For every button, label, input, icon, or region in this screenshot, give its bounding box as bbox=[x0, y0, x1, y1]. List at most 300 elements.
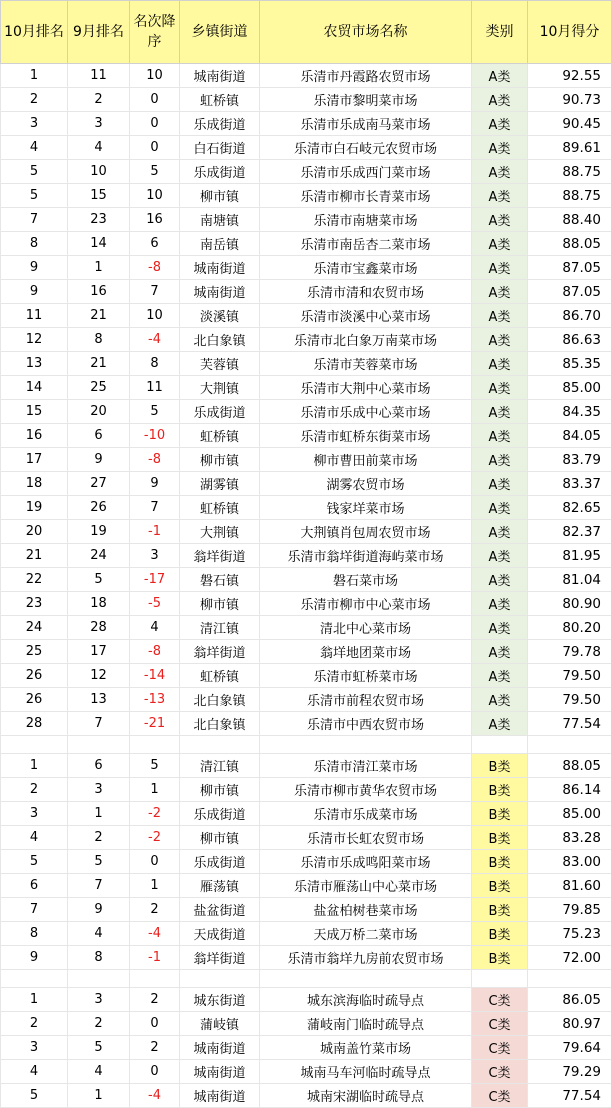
spacer-cell bbox=[260, 736, 472, 754]
sep-rank-cell: 21 bbox=[68, 352, 130, 376]
table-row bbox=[1, 472, 611, 496]
score-cell: 86.14 bbox=[528, 778, 611, 802]
score-cell: 81.04 bbox=[528, 568, 611, 592]
score-cell: 79.50 bbox=[528, 664, 611, 688]
town-cell: 大荆镇 bbox=[180, 520, 260, 544]
sep-rank-cell: 4 bbox=[68, 136, 130, 160]
town-cell: 城南街道 bbox=[180, 1084, 260, 1108]
town-cell: 翁垟街道 bbox=[180, 946, 260, 970]
rank-change-cell: 10 bbox=[130, 184, 180, 208]
town-cell: 柳市镇 bbox=[180, 184, 260, 208]
market-name-cell: 乐清市乐成鸣阳菜市场 bbox=[260, 850, 472, 874]
score-cell: 72.00 bbox=[528, 946, 611, 970]
sep-rank-cell: 9 bbox=[68, 898, 130, 922]
market-name-cell: 乐清市黎明菜市场 bbox=[260, 88, 472, 112]
category-cell: A类 bbox=[472, 280, 528, 304]
score-cell: 85.00 bbox=[528, 376, 611, 400]
category-cell: C类 bbox=[472, 1084, 528, 1108]
score-cell: 81.60 bbox=[528, 874, 611, 898]
market-name-cell: 柳市曹田前菜市场 bbox=[260, 448, 472, 472]
score-cell: 87.05 bbox=[528, 256, 611, 280]
oct-rank-cell: 1 bbox=[1, 988, 68, 1012]
town-cell: 翁垟街道 bbox=[180, 640, 260, 664]
table-row bbox=[1, 136, 611, 160]
sep-rank-cell: 2 bbox=[68, 826, 130, 850]
town-cell: 北白象镇 bbox=[180, 688, 260, 712]
oct-rank-cell: 4 bbox=[1, 826, 68, 850]
score-cell: 89.61 bbox=[528, 136, 611, 160]
oct-rank-cell: 14 bbox=[1, 376, 68, 400]
oct-rank-cell: 12 bbox=[1, 328, 68, 352]
category-cell: B类 bbox=[472, 826, 528, 850]
rank-change-cell: -17 bbox=[130, 568, 180, 592]
town-cell: 盐盆街道 bbox=[180, 898, 260, 922]
category-cell: A类 bbox=[472, 688, 528, 712]
town-cell: 虹桥镇 bbox=[180, 664, 260, 688]
oct-rank-cell: 18 bbox=[1, 472, 68, 496]
table-row bbox=[1, 184, 611, 208]
score-cell: 79.64 bbox=[528, 1036, 611, 1060]
category-cell: A类 bbox=[472, 568, 528, 592]
table-row bbox=[1, 640, 611, 664]
rank-change-cell: -4 bbox=[130, 922, 180, 946]
market-name-cell: 乐清市乐成中心菜市场 bbox=[260, 400, 472, 424]
sep-rank-cell: 2 bbox=[68, 1012, 130, 1036]
sep-rank-cell: 25 bbox=[68, 376, 130, 400]
oct-rank-cell: 3 bbox=[1, 802, 68, 826]
header-row bbox=[1, 1, 611, 64]
score-cell: 79.29 bbox=[528, 1060, 611, 1084]
oct-rank-cell: 4 bbox=[1, 136, 68, 160]
sep-rank-cell: 8 bbox=[68, 328, 130, 352]
sep-rank-cell: 20 bbox=[68, 400, 130, 424]
rank-change-cell: -8 bbox=[130, 256, 180, 280]
spacer-cell bbox=[1, 970, 68, 988]
oct-rank-cell: 24 bbox=[1, 616, 68, 640]
oct-rank-cell: 16 bbox=[1, 424, 68, 448]
sep-rank-cell: 28 bbox=[68, 616, 130, 640]
market-name-cell: 乐清市宝鑫菜市场 bbox=[260, 256, 472, 280]
score-cell: 81.95 bbox=[528, 544, 611, 568]
rank-change-cell: 1 bbox=[130, 778, 180, 802]
header-market-name: 农贸市场名称 bbox=[260, 1, 472, 64]
category-cell: A类 bbox=[472, 184, 528, 208]
rank-change-cell: -1 bbox=[130, 946, 180, 970]
market-name-cell: 乐清市虹桥东街菜市场 bbox=[260, 424, 472, 448]
oct-rank-cell: 3 bbox=[1, 112, 68, 136]
market-name-cell: 乐清市柳市中心菜市场 bbox=[260, 592, 472, 616]
sep-rank-cell: 19 bbox=[68, 520, 130, 544]
market-name-cell: 天成万桥二菜市场 bbox=[260, 922, 472, 946]
oct-rank-cell: 28 bbox=[1, 712, 68, 736]
rank-change-cell: -2 bbox=[130, 802, 180, 826]
category-cell: B类 bbox=[472, 754, 528, 778]
category-cell: B类 bbox=[472, 874, 528, 898]
market-name-cell: 乐清市乐成菜市场 bbox=[260, 802, 472, 826]
sep-rank-cell: 17 bbox=[68, 640, 130, 664]
market-name-cell: 乐清市长虹农贸市场 bbox=[260, 826, 472, 850]
score-cell: 85.00 bbox=[528, 802, 611, 826]
oct-rank-cell: 1 bbox=[1, 64, 68, 88]
market-name-cell: 蒲岐南门临时疏导点 bbox=[260, 1012, 472, 1036]
sep-rank-cell: 9 bbox=[68, 448, 130, 472]
table-row bbox=[1, 802, 611, 826]
category-cell: A类 bbox=[472, 328, 528, 352]
rank-change-cell: 0 bbox=[130, 136, 180, 160]
score-cell: 77.54 bbox=[528, 712, 611, 736]
oct-rank-cell: 9 bbox=[1, 280, 68, 304]
rank-change-cell: 2 bbox=[130, 988, 180, 1012]
score-cell: 88.75 bbox=[528, 184, 611, 208]
table-row bbox=[1, 1036, 611, 1060]
town-cell: 南塘镇 bbox=[180, 208, 260, 232]
score-cell: 85.35 bbox=[528, 352, 611, 376]
rank-change-cell: 0 bbox=[130, 88, 180, 112]
rank-change-cell: -4 bbox=[130, 1084, 180, 1108]
category-cell: A类 bbox=[472, 208, 528, 232]
score-cell: 80.90 bbox=[528, 592, 611, 616]
category-cell: A类 bbox=[472, 472, 528, 496]
score-cell: 82.65 bbox=[528, 496, 611, 520]
table-row bbox=[1, 376, 611, 400]
town-cell: 城南街道 bbox=[180, 256, 260, 280]
rank-change-cell: 9 bbox=[130, 472, 180, 496]
score-cell: 79.85 bbox=[528, 898, 611, 922]
oct-rank-cell: 5 bbox=[1, 850, 68, 874]
table-row bbox=[1, 616, 611, 640]
market-name-cell: 城南宋湖临时疏导点 bbox=[260, 1084, 472, 1108]
header-category: 类别 bbox=[472, 1, 528, 64]
market-name-cell: 乐清市南塘菜市场 bbox=[260, 208, 472, 232]
town-cell: 柳市镇 bbox=[180, 592, 260, 616]
table-row bbox=[1, 592, 611, 616]
category-cell: A类 bbox=[472, 256, 528, 280]
sep-rank-cell: 1 bbox=[68, 256, 130, 280]
score-cell: 86.05 bbox=[528, 988, 611, 1012]
oct-rank-cell: 2 bbox=[1, 88, 68, 112]
market-name-cell: 乐清市雁荡山中心菜市场 bbox=[260, 874, 472, 898]
category-cell: A类 bbox=[472, 160, 528, 184]
oct-rank-cell: 26 bbox=[1, 688, 68, 712]
rank-change-cell: -8 bbox=[130, 640, 180, 664]
rank-change-cell: -14 bbox=[130, 664, 180, 688]
group-spacer bbox=[1, 970, 611, 988]
score-cell: 82.37 bbox=[528, 520, 611, 544]
category-cell: A类 bbox=[472, 520, 528, 544]
sep-rank-cell: 2 bbox=[68, 88, 130, 112]
rank-change-cell: 7 bbox=[130, 496, 180, 520]
rank-change-cell: 5 bbox=[130, 754, 180, 778]
rank-change-cell: -4 bbox=[130, 328, 180, 352]
category-cell: B类 bbox=[472, 898, 528, 922]
town-cell: 蒲岐镇 bbox=[180, 1012, 260, 1036]
sep-rank-cell: 24 bbox=[68, 544, 130, 568]
category-cell: A类 bbox=[472, 136, 528, 160]
rank-change-cell: 7 bbox=[130, 280, 180, 304]
market-name-cell: 大荆镇肖包周农贸市场 bbox=[260, 520, 472, 544]
category-cell: C类 bbox=[472, 1036, 528, 1060]
oct-rank-cell: 21 bbox=[1, 544, 68, 568]
header-town: 乡镇街道 bbox=[180, 1, 260, 64]
sep-rank-cell: 27 bbox=[68, 472, 130, 496]
market-name-cell: 乐清市乐成西门菜市场 bbox=[260, 160, 472, 184]
town-cell: 城东街道 bbox=[180, 988, 260, 1012]
town-cell: 乐成街道 bbox=[180, 160, 260, 184]
spacer-cell bbox=[528, 970, 611, 988]
table-row bbox=[1, 664, 611, 688]
sep-rank-cell: 14 bbox=[68, 232, 130, 256]
rank-change-cell: 2 bbox=[130, 898, 180, 922]
town-cell: 柳市镇 bbox=[180, 448, 260, 472]
score-cell: 84.35 bbox=[528, 400, 611, 424]
sep-rank-cell: 7 bbox=[68, 712, 130, 736]
town-cell: 翁垟街道 bbox=[180, 544, 260, 568]
town-cell: 虹桥镇 bbox=[180, 424, 260, 448]
town-cell: 芙蓉镇 bbox=[180, 352, 260, 376]
rank-change-cell: 6 bbox=[130, 232, 180, 256]
oct-rank-cell: 5 bbox=[1, 1084, 68, 1108]
score-cell: 83.79 bbox=[528, 448, 611, 472]
market-name-cell: 乐清市清和农贸市场 bbox=[260, 280, 472, 304]
header-oct-rank: 10月排名 bbox=[1, 1, 68, 64]
rank-change-cell: 16 bbox=[130, 208, 180, 232]
header-oct-score: 10月得分 bbox=[528, 1, 611, 64]
oct-rank-cell: 9 bbox=[1, 946, 68, 970]
rank-change-cell: 11 bbox=[130, 376, 180, 400]
sep-rank-cell: 18 bbox=[68, 592, 130, 616]
town-cell: 城南街道 bbox=[180, 64, 260, 88]
oct-rank-cell: 5 bbox=[1, 160, 68, 184]
category-cell: B类 bbox=[472, 850, 528, 874]
sep-rank-cell: 10 bbox=[68, 160, 130, 184]
rank-change-cell: 5 bbox=[130, 160, 180, 184]
oct-rank-cell: 17 bbox=[1, 448, 68, 472]
sep-rank-cell: 1 bbox=[68, 1084, 130, 1108]
sep-rank-cell: 3 bbox=[68, 778, 130, 802]
market-name-cell: 城南盖竹菜市场 bbox=[260, 1036, 472, 1060]
category-cell: B类 bbox=[472, 802, 528, 826]
table-row bbox=[1, 64, 611, 88]
sep-rank-cell: 7 bbox=[68, 874, 130, 898]
score-cell: 83.00 bbox=[528, 850, 611, 874]
category-cell: A类 bbox=[472, 616, 528, 640]
market-name-cell: 乐清市翁垟九房前农贸市场 bbox=[260, 946, 472, 970]
market-name-cell: 乐清市中西农贸市场 bbox=[260, 712, 472, 736]
oct-rank-cell: 4 bbox=[1, 1060, 68, 1084]
oct-rank-cell: 1 bbox=[1, 754, 68, 778]
market-name-cell: 乐清市北白象万南菜市场 bbox=[260, 328, 472, 352]
score-cell: 90.73 bbox=[528, 88, 611, 112]
market-name-cell: 乐清市乐成南马菜市场 bbox=[260, 112, 472, 136]
oct-rank-cell: 20 bbox=[1, 520, 68, 544]
town-cell: 虹桥镇 bbox=[180, 496, 260, 520]
town-cell: 天成街道 bbox=[180, 922, 260, 946]
market-name-cell: 翁垟地团菜市场 bbox=[260, 640, 472, 664]
oct-rank-cell: 8 bbox=[1, 232, 68, 256]
category-cell: C类 bbox=[472, 988, 528, 1012]
score-cell: 83.37 bbox=[528, 472, 611, 496]
rank-change-cell: 0 bbox=[130, 1012, 180, 1036]
rank-change-cell: 8 bbox=[130, 352, 180, 376]
score-cell: 86.63 bbox=[528, 328, 611, 352]
score-cell: 88.40 bbox=[528, 208, 611, 232]
oct-rank-cell: 15 bbox=[1, 400, 68, 424]
group-spacer bbox=[1, 736, 611, 754]
category-cell: A类 bbox=[472, 64, 528, 88]
rank-change-cell: 10 bbox=[130, 304, 180, 328]
town-cell: 磐石镇 bbox=[180, 568, 260, 592]
market-name-cell: 乐清市丹霞路农贸市场 bbox=[260, 64, 472, 88]
sep-rank-cell: 1 bbox=[68, 802, 130, 826]
table-row bbox=[1, 568, 611, 592]
score-cell: 88.05 bbox=[528, 754, 611, 778]
market-name-cell: 城东滨海临时疏导点 bbox=[260, 988, 472, 1012]
table-row bbox=[1, 754, 611, 778]
town-cell: 雁荡镇 bbox=[180, 874, 260, 898]
table-row bbox=[1, 544, 611, 568]
spacer-cell bbox=[180, 736, 260, 754]
table-row bbox=[1, 232, 611, 256]
town-cell: 大荆镇 bbox=[180, 376, 260, 400]
town-cell: 南岳镇 bbox=[180, 232, 260, 256]
town-cell: 柳市镇 bbox=[180, 826, 260, 850]
oct-rank-cell: 7 bbox=[1, 208, 68, 232]
town-cell: 乐成街道 bbox=[180, 400, 260, 424]
oct-rank-cell: 7 bbox=[1, 898, 68, 922]
market-name-cell: 乐清市大荆中心菜市场 bbox=[260, 376, 472, 400]
sep-rank-cell: 3 bbox=[68, 112, 130, 136]
town-cell: 城南街道 bbox=[180, 280, 260, 304]
score-cell: 86.70 bbox=[528, 304, 611, 328]
category-cell: A类 bbox=[472, 112, 528, 136]
market-name-cell: 磐石菜市场 bbox=[260, 568, 472, 592]
table-row bbox=[1, 1060, 611, 1084]
category-cell: A类 bbox=[472, 664, 528, 688]
category-cell: C类 bbox=[472, 1012, 528, 1036]
table-row bbox=[1, 400, 611, 424]
score-cell: 79.50 bbox=[528, 688, 611, 712]
sep-rank-cell: 12 bbox=[68, 664, 130, 688]
score-cell: 77.54 bbox=[528, 1084, 611, 1108]
table-row bbox=[1, 1084, 611, 1108]
table-row bbox=[1, 778, 611, 802]
category-cell: A类 bbox=[472, 496, 528, 520]
oct-rank-cell: 8 bbox=[1, 922, 68, 946]
town-cell: 湖雾镇 bbox=[180, 472, 260, 496]
market-name-cell: 乐清市芙蓉菜市场 bbox=[260, 352, 472, 376]
header-rank-change: 名次降序 bbox=[130, 1, 180, 64]
table-row bbox=[1, 160, 611, 184]
spacer-cell bbox=[472, 736, 528, 754]
spacer-cell bbox=[1, 736, 68, 754]
market-name-cell: 城南马车河临时疏导点 bbox=[260, 1060, 472, 1084]
oct-rank-cell: 3 bbox=[1, 1036, 68, 1060]
table-row bbox=[1, 448, 611, 472]
table-row bbox=[1, 328, 611, 352]
town-cell: 淡溪镇 bbox=[180, 304, 260, 328]
table-row bbox=[1, 112, 611, 136]
oct-rank-cell: 5 bbox=[1, 184, 68, 208]
town-cell: 乐成街道 bbox=[180, 802, 260, 826]
market-name-cell: 乐清市白石岐元农贸市场 bbox=[260, 136, 472, 160]
town-cell: 北白象镇 bbox=[180, 712, 260, 736]
town-cell: 虹桥镇 bbox=[180, 88, 260, 112]
table-row bbox=[1, 256, 611, 280]
score-cell: 88.75 bbox=[528, 160, 611, 184]
table-row bbox=[1, 88, 611, 112]
market-name-cell: 清北中心菜市场 bbox=[260, 616, 472, 640]
rank-change-cell: -13 bbox=[130, 688, 180, 712]
category-cell: C类 bbox=[472, 1060, 528, 1084]
table-row bbox=[1, 712, 611, 736]
rank-change-cell: -2 bbox=[130, 826, 180, 850]
market-name-cell: 乐清市南岳杏二菜市场 bbox=[260, 232, 472, 256]
oct-rank-cell: 19 bbox=[1, 496, 68, 520]
market-name-cell: 湖雾农贸市场 bbox=[260, 472, 472, 496]
market-name-cell: 乐清市柳市黄华农贸市场 bbox=[260, 778, 472, 802]
market-name-cell: 乐清市清江菜市场 bbox=[260, 754, 472, 778]
category-cell: B类 bbox=[472, 922, 528, 946]
town-cell: 乐成街道 bbox=[180, 850, 260, 874]
table-row bbox=[1, 304, 611, 328]
market-name-cell: 乐清市柳市长青菜市场 bbox=[260, 184, 472, 208]
sep-rank-cell: 15 bbox=[68, 184, 130, 208]
rank-change-cell: 0 bbox=[130, 850, 180, 874]
category-cell: A类 bbox=[472, 232, 528, 256]
oct-rank-cell: 11 bbox=[1, 304, 68, 328]
rank-change-cell: -1 bbox=[130, 520, 180, 544]
sep-rank-cell: 8 bbox=[68, 946, 130, 970]
category-cell: A类 bbox=[472, 304, 528, 328]
market-name-cell: 乐清市翁垟街道海屿菜市场 bbox=[260, 544, 472, 568]
spacer-cell bbox=[68, 736, 130, 754]
town-cell: 白石街道 bbox=[180, 136, 260, 160]
score-cell: 90.45 bbox=[528, 112, 611, 136]
table-row bbox=[1, 826, 611, 850]
table-row bbox=[1, 850, 611, 874]
rank-change-cell: 5 bbox=[130, 400, 180, 424]
market-name-cell: 乐清市淡溪中心菜市场 bbox=[260, 304, 472, 328]
category-cell: A类 bbox=[472, 352, 528, 376]
score-cell: 92.55 bbox=[528, 64, 611, 88]
header-sep-rank: 9月排名 bbox=[68, 1, 130, 64]
town-cell: 清江镇 bbox=[180, 616, 260, 640]
rank-change-cell: 10 bbox=[130, 64, 180, 88]
oct-rank-cell: 2 bbox=[1, 778, 68, 802]
score-cell: 83.28 bbox=[528, 826, 611, 850]
sep-rank-cell: 26 bbox=[68, 496, 130, 520]
rank-change-cell: 0 bbox=[130, 112, 180, 136]
market-name-cell: 乐清市虹桥菜市场 bbox=[260, 664, 472, 688]
category-cell: A类 bbox=[472, 424, 528, 448]
town-cell: 城南街道 bbox=[180, 1060, 260, 1084]
sep-rank-cell: 13 bbox=[68, 688, 130, 712]
spacer-cell bbox=[130, 970, 180, 988]
table-row bbox=[1, 496, 611, 520]
sep-rank-cell: 4 bbox=[68, 1060, 130, 1084]
table-row bbox=[1, 946, 611, 970]
table-row bbox=[1, 1012, 611, 1036]
town-cell: 柳市镇 bbox=[180, 778, 260, 802]
score-cell: 80.97 bbox=[528, 1012, 611, 1036]
table-row bbox=[1, 688, 611, 712]
oct-rank-cell: 13 bbox=[1, 352, 68, 376]
town-cell: 城南街道 bbox=[180, 1036, 260, 1060]
sep-rank-cell: 21 bbox=[68, 304, 130, 328]
rank-change-cell: 0 bbox=[130, 1060, 180, 1084]
oct-rank-cell: 2 bbox=[1, 1012, 68, 1036]
sep-rank-cell: 5 bbox=[68, 850, 130, 874]
